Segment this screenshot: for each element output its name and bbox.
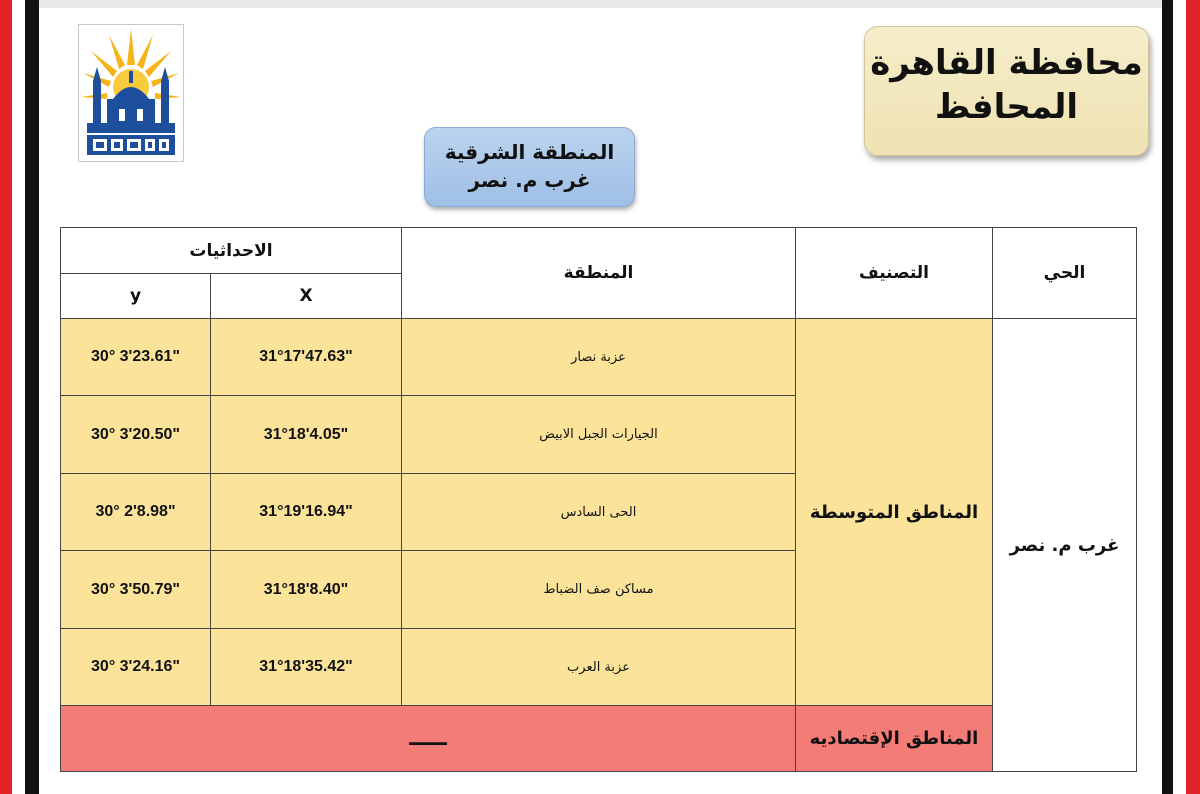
- table-row-economic: [61, 706, 1137, 772]
- cell-economic-value: ـــــ: [61, 706, 796, 772]
- cell-area: الجيارات الجبل الابيض: [402, 396, 796, 474]
- cell-area: الحى السادس: [402, 474, 796, 551]
- top-rule: [0, 0, 1200, 8]
- right-white-stripe: [1173, 0, 1186, 794]
- left-red-stripe: [0, 0, 12, 794]
- right-red-stripe: [1186, 0, 1200, 794]
- cell-x: 31°19'16.94": [211, 474, 402, 551]
- right-black-stripe: [1162, 0, 1173, 794]
- governorate-title-box: [864, 26, 1149, 156]
- cell-y: 30° 3'50.79": [61, 551, 211, 629]
- cell-x: 31°18'4.05": [211, 396, 402, 474]
- cell-y: 30° 3'23.61": [61, 319, 211, 396]
- cell-classification-economic: المناطق الإقتصاديه: [796, 706, 993, 772]
- cell-x: 31°18'8.40": [211, 551, 402, 629]
- cell-area: عزبة نصار: [402, 319, 796, 396]
- cell-y: 30° 3'24.16": [61, 629, 211, 706]
- header-y: y: [61, 274, 211, 319]
- cell-y: 30° 2'8.98": [61, 474, 211, 551]
- cell-district: غرب م. نصر: [993, 319, 1137, 772]
- table-row: [61, 319, 1137, 396]
- cell-classification-middle: المناطق المتوسطة: [796, 319, 993, 706]
- header-area: المنطقة: [402, 228, 796, 319]
- cell-area: عزبة العرب: [402, 629, 796, 706]
- governorate-name: محافظة القاهرة: [870, 43, 1143, 83]
- header-district: الحي: [993, 228, 1137, 319]
- region-title-box: [424, 127, 635, 207]
- header-classification: التصنيف: [796, 228, 993, 319]
- header-x: X: [211, 274, 402, 319]
- left-white-stripe: [12, 0, 25, 794]
- left-black-stripe: [25, 0, 39, 794]
- coordinates-table: [60, 227, 1137, 772]
- cell-x: 31°18'35.42": [211, 629, 402, 706]
- region-name: المنطقة الشرقية: [444, 140, 615, 164]
- cell-x: 31°17'47.63": [211, 319, 402, 396]
- cell-area: مساكن صف الضباط: [402, 551, 796, 629]
- header-coordinates: الاحداثيات: [61, 228, 402, 274]
- district-name: غرب م. نصر: [468, 168, 591, 192]
- governor-title: المحافظ: [934, 87, 1079, 127]
- cairo-governorate-emblem-icon: [78, 24, 184, 162]
- cell-y: 30° 3'20.50": [61, 396, 211, 474]
